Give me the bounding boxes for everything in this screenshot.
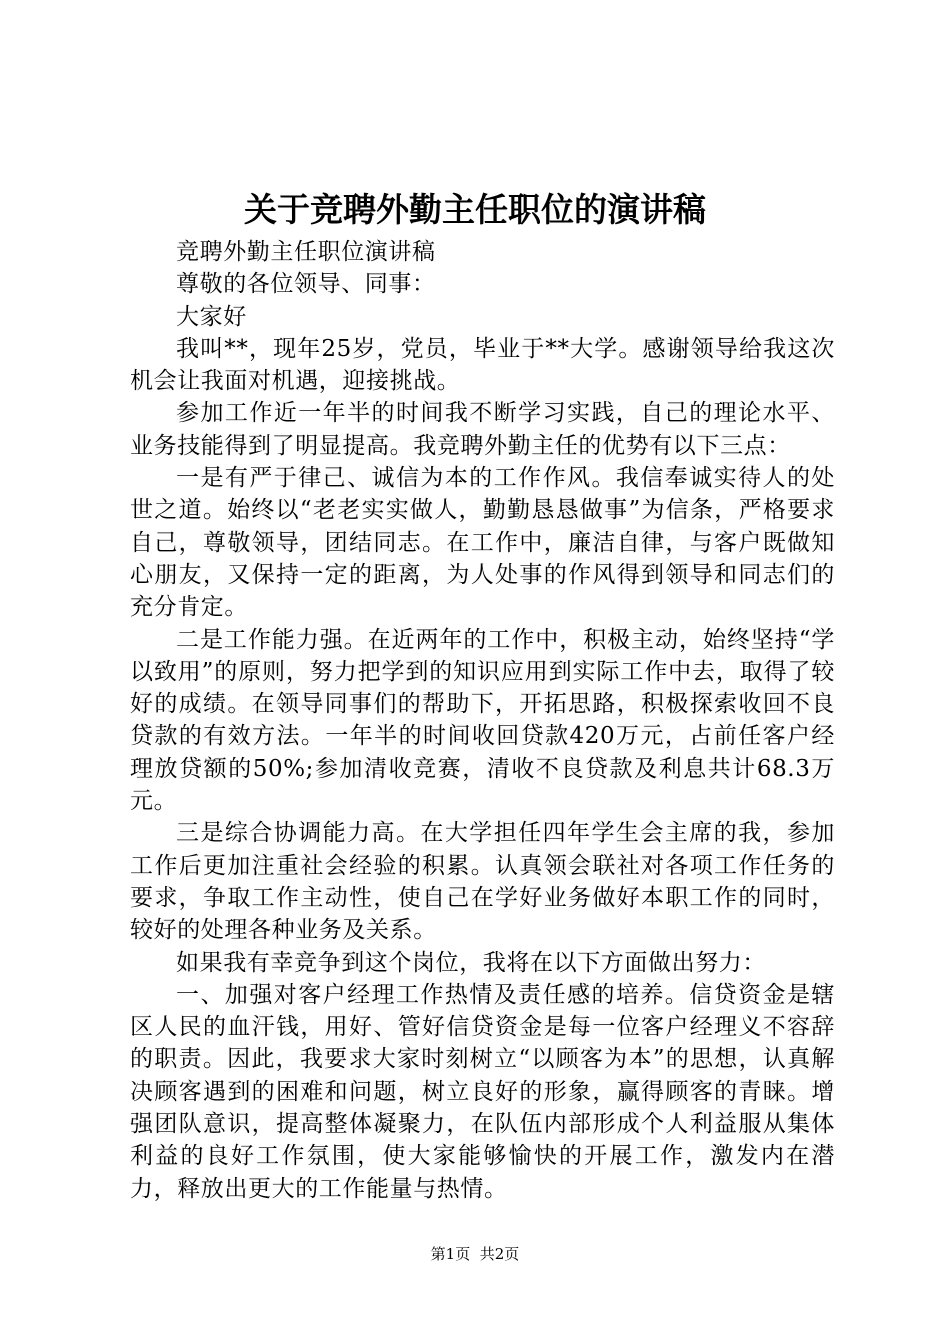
- paragraph-advantage-one: 一是有严于律己、诚信为本的工作作风。我信奉诚实待人的处世之道。始终以“老老实实做人，勤勤恳恳做事”为信条，严格要求自己，尊敬领导，团结同志。在工作中，廉洁自律，与客户既做知心朋友，又保持一定的距离，为人处事的作风得到领导和同志们的充分肯定。: [130, 465, 835, 621]
- paragraph-commitment: 如果我有幸竞争到这个岗位，我将在以下方面做出努力：: [176, 949, 766, 976]
- paragraph-greeting: 大家好: [176, 303, 247, 330]
- page-number: 第1页: [430, 1245, 471, 1263]
- document-body: [130, 236, 835, 1205]
- paragraph-plan-one: 一、加强对客户经理工作热情及责任感的培养。信贷资金是辖区人民的血汗钱，用好、管好信贷资金是每一位客户经理义不容辞的职责。因此，我要求大家时刻树立“以顾客为本”的思想，认真解决顾客遇到的困难和问题，树立良好的形象，赢得顾客的青睐。增强团队意识，提高整体凝聚力，在队伍内部形成个人利益服从集体利益的良好工作氛围，使大家能够愉快的开展工作，激发内在潜力，释放出更大的工作能量与热情。: [130, 981, 835, 1202]
- paragraph-subtitle: 竞聘外勤主任职位演讲稿: [176, 239, 436, 265]
- paragraph-experience: 参加工作近一年半的时间我不断学习实践，自己的理论水平、业务技能得到了明显提高。我竞聘外勤主任的优势有以下三点：: [130, 400, 835, 459]
- page-footer: [0, 1243, 950, 1265]
- paragraph-salutation: 尊敬的各位领导、同事：: [176, 271, 436, 298]
- paragraph-advantage-three: 三是综合协调能力高。在大学担任四年学生会主席的我，参加工作后更加注重社会经验的积累。认真领会联社对各项工作任务的要求，争取工作主动性，使自己在学好业务做好本职工作的同时，较好的处理各种业务及关系。: [130, 820, 835, 944]
- document-title: 关于竞聘外勤主任职位的演讲稿: [244, 190, 706, 229]
- paragraph-introduction: 我叫**，现年25岁，党员，毕业于**大学。感谢领导给我这次机会让我面对机遇，迎接挑战。: [130, 335, 835, 395]
- page-total: 共2页: [479, 1245, 520, 1263]
- paragraph-advantage-two: 二是工作能力强。在近两年的工作中，积极主动，始终坚持“学以致用”的原则，努力把学到的知识应用到实际工作中去，取得了较好的成绩。在领导同事们的帮助下，开拓思路，积极探索收回不良贷款的有效方法。一年半的时间收回贷款420万元，占前任客户经理放贷额的50%;参加清收竞赛，清收不良贷款及利息共计68.3万元。: [130, 626, 835, 815]
